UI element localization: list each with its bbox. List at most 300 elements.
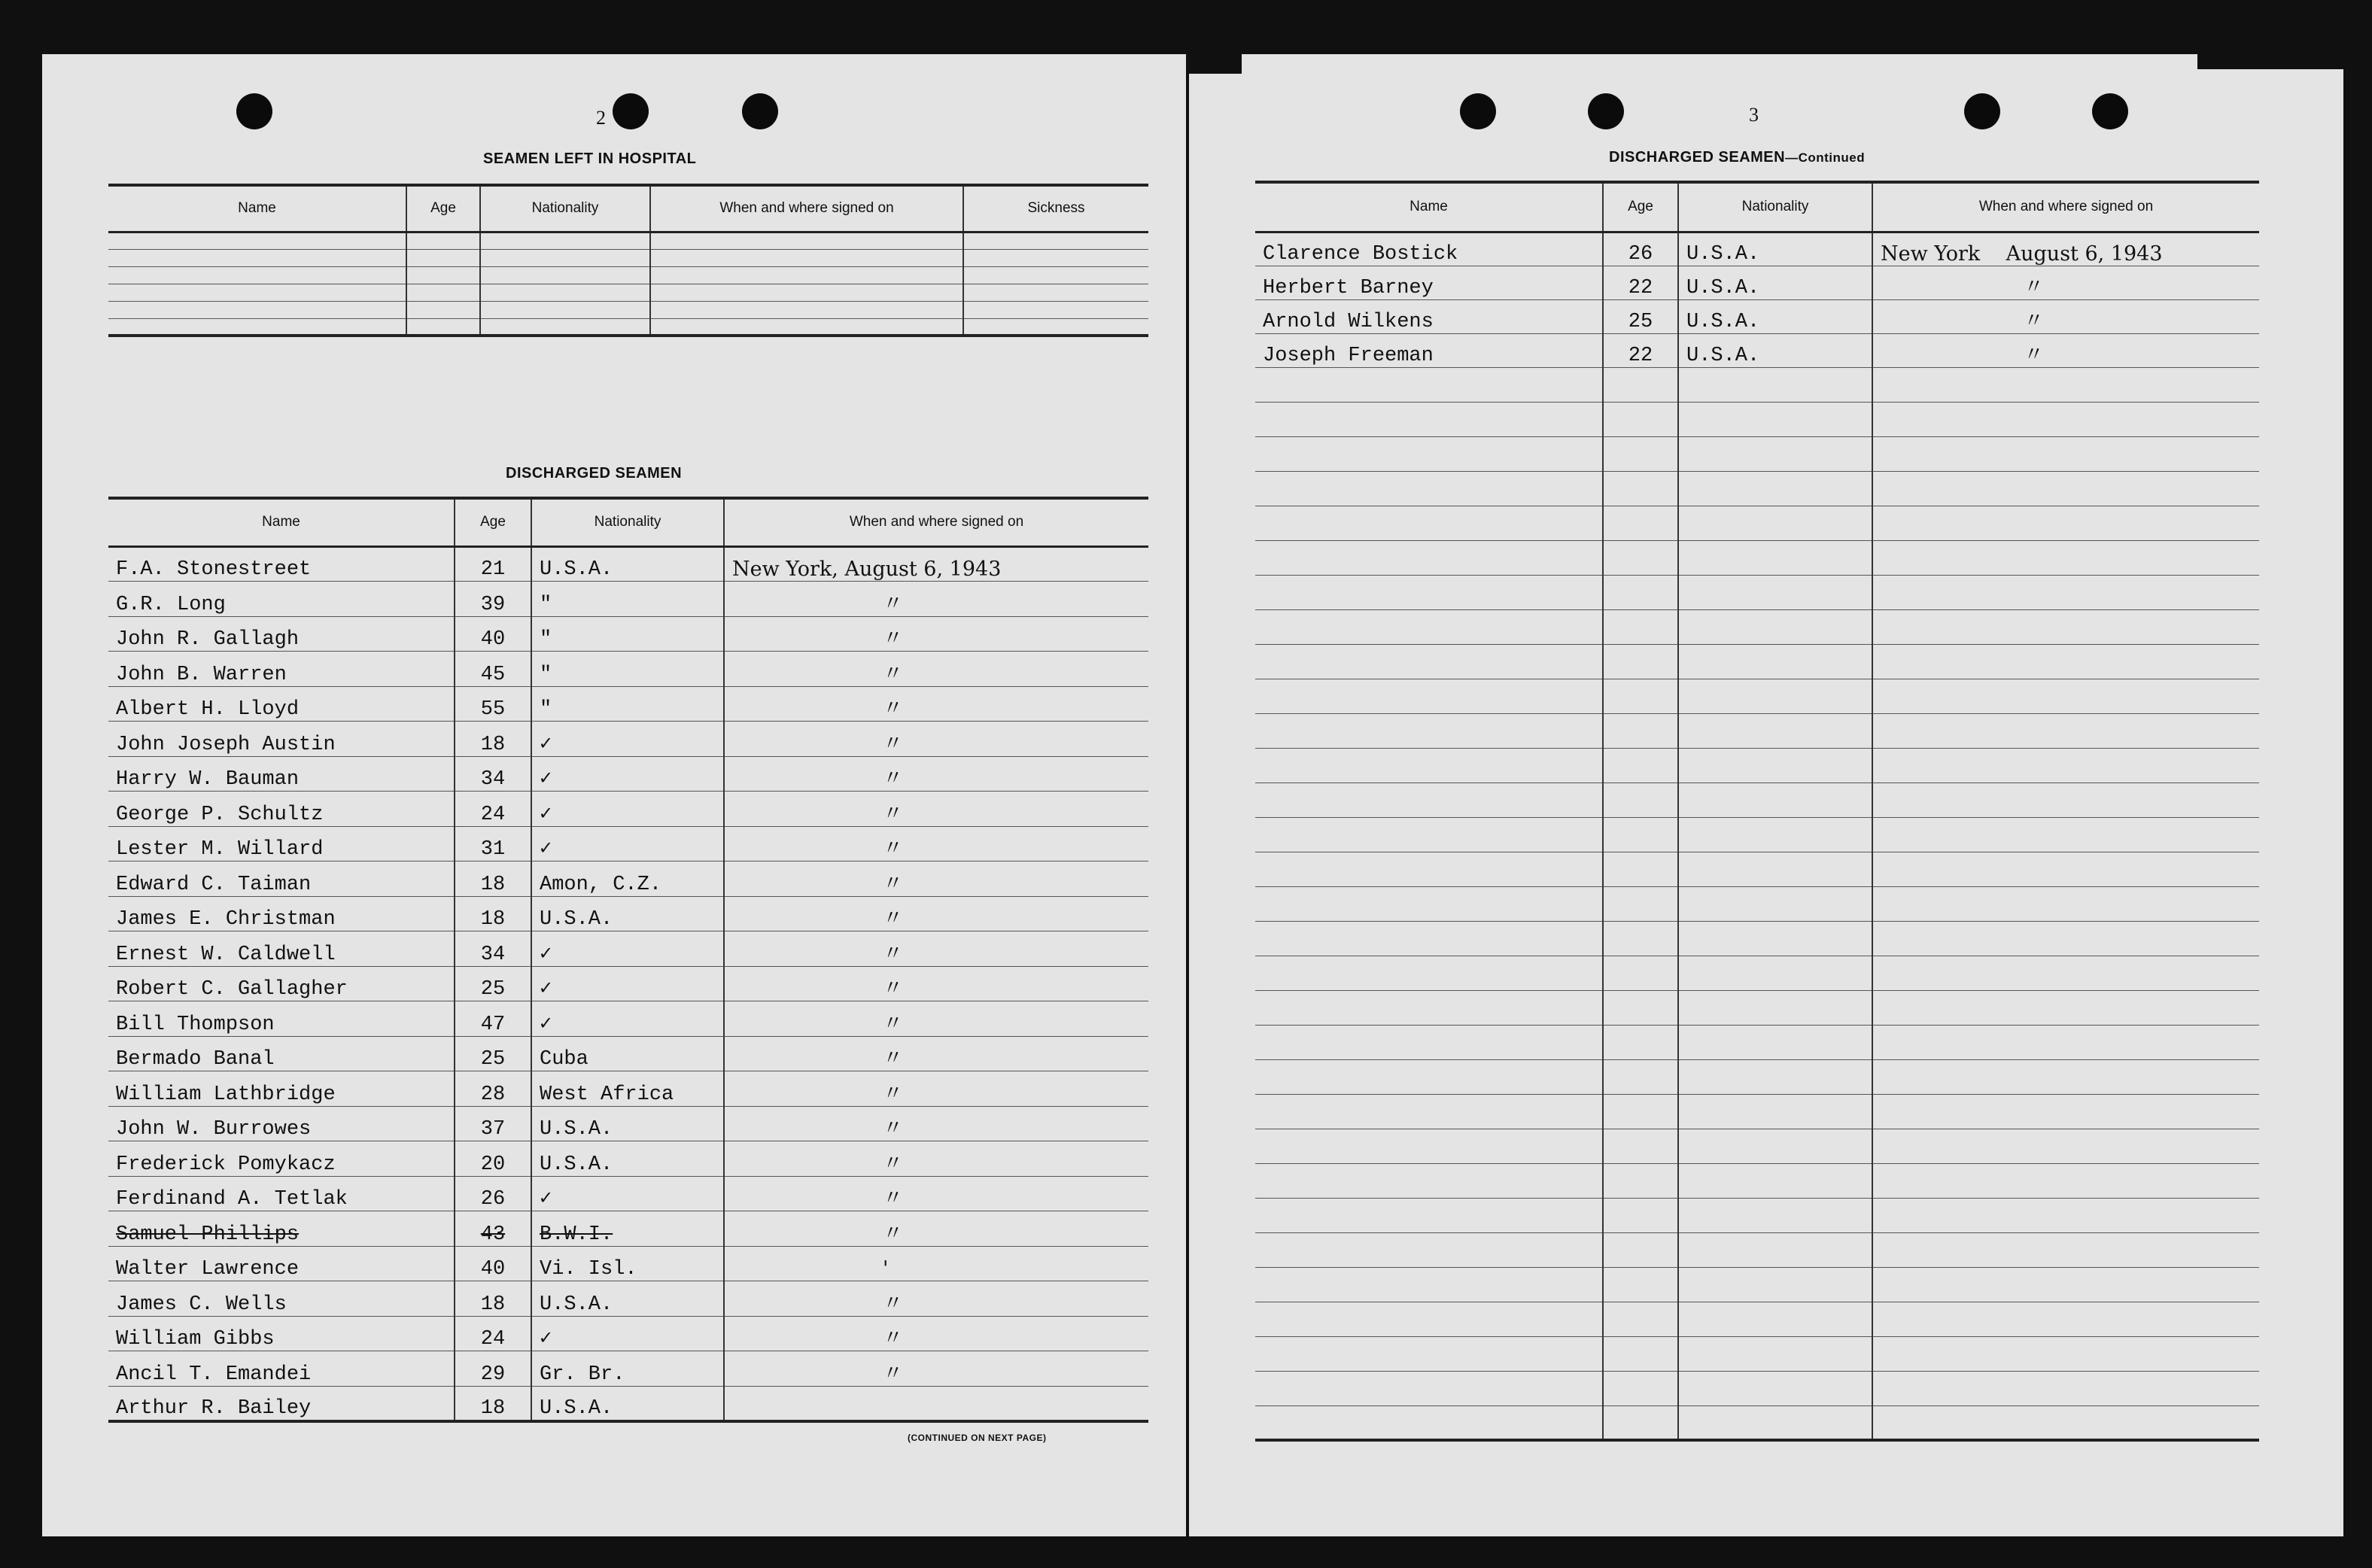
blank-cell xyxy=(1255,679,1603,713)
blank-cell xyxy=(1678,609,1872,644)
table-row xyxy=(108,722,1148,757)
cell-signed-on: ' xyxy=(724,1246,1148,1281)
cell-signed-on: 〃 xyxy=(724,652,1148,687)
cell-age: 25 xyxy=(455,1036,531,1071)
blank-cell xyxy=(1255,644,1603,679)
blank-cell xyxy=(1872,471,2259,506)
cell-nationality: B.W.I. xyxy=(531,1211,724,1247)
cell-age: 34 xyxy=(455,931,531,967)
table-row xyxy=(108,1176,1148,1211)
column-header-nationality: Nationality xyxy=(480,185,650,232)
cell-name: G.R. Long xyxy=(108,582,455,617)
blank-cell xyxy=(1678,1129,1872,1163)
table-row xyxy=(108,1141,1148,1177)
column-header-age: Age xyxy=(406,185,480,232)
cell-nationality: U.S.A. xyxy=(531,1281,724,1317)
cell-signed-on: 〃 xyxy=(724,792,1148,827)
blank-cell xyxy=(1678,506,1872,540)
cell-nationality xyxy=(480,318,650,336)
cell-signed-on xyxy=(724,1386,1148,1421)
binder-hole-icon xyxy=(1964,93,2000,129)
left-page xyxy=(42,54,1186,1536)
cell-signed-on: 〃 xyxy=(724,931,1148,967)
binder-hole-icon xyxy=(2092,93,2128,129)
cell-signed-on: 〃 xyxy=(724,1036,1148,1071)
blank-cell xyxy=(1872,1094,2259,1129)
cell-nationality: U.S.A. xyxy=(531,1386,724,1421)
cell-signed-on xyxy=(650,232,963,249)
blank-cell xyxy=(1255,1025,1603,1059)
blank-row xyxy=(1255,506,2259,540)
blank-cell xyxy=(1872,436,2259,471)
blank-cell xyxy=(1872,1267,2259,1302)
cell-signed-on: 〃 xyxy=(724,896,1148,931)
blank-row xyxy=(1255,713,2259,748)
cell-signed-on: 〃 xyxy=(724,1211,1148,1247)
table-row xyxy=(108,249,1148,266)
blank-cell xyxy=(1678,852,1872,886)
discharged-continued-title xyxy=(1609,149,1865,166)
table-row xyxy=(108,318,1148,336)
binder-hole-icon xyxy=(1588,93,1624,129)
table-row xyxy=(108,1211,1148,1247)
blank-cell xyxy=(1872,1163,2259,1198)
column-header-name: Name xyxy=(1255,182,1603,232)
cell-age xyxy=(406,249,480,266)
table-row xyxy=(108,266,1148,284)
torn-edge xyxy=(1189,54,1242,74)
cell-signed-on: New York, August 6, 1943 xyxy=(724,546,1148,582)
blank-row xyxy=(1255,1198,2259,1232)
cell-age: 24 xyxy=(455,792,531,827)
table-row xyxy=(108,1071,1148,1107)
blank-cell xyxy=(1603,402,1678,436)
blank-cell xyxy=(1872,852,2259,886)
blank-cell xyxy=(1603,990,1678,1025)
cell-name: Lester M. Willard xyxy=(108,826,455,861)
cell-nationality: " xyxy=(531,582,724,617)
cell-nationality: Vi. Isl. xyxy=(531,1246,724,1281)
blank-cell xyxy=(1872,1405,2259,1440)
cell-age: 34 xyxy=(455,756,531,792)
cell-name xyxy=(108,232,406,249)
blank-cell xyxy=(1872,679,2259,713)
blank-cell xyxy=(1255,1094,1603,1129)
blank-row xyxy=(1255,436,2259,471)
blank-cell xyxy=(1678,1025,1872,1059)
column-header-name: Name xyxy=(108,185,406,232)
table-row xyxy=(108,826,1148,861)
cell-age xyxy=(406,318,480,336)
table-row xyxy=(108,1351,1148,1387)
blank-row xyxy=(1255,782,2259,817)
blank-cell xyxy=(1678,402,1872,436)
discharged-table xyxy=(108,497,1148,1423)
blank-cell xyxy=(1872,1129,2259,1163)
title-main: DISCHARGED SEAMEN xyxy=(1609,149,1786,166)
cell-nationality: U.S.A. xyxy=(1678,266,1872,299)
table-row xyxy=(108,931,1148,967)
column-header-signed-on: When and where signed on xyxy=(650,185,963,232)
table-row xyxy=(1255,333,2259,367)
blank-row xyxy=(1255,679,2259,713)
blank-row xyxy=(1255,1163,2259,1198)
blank-cell xyxy=(1603,782,1678,817)
blank-cell xyxy=(1678,748,1872,782)
table-row xyxy=(108,792,1148,827)
cell-name: Herbert Barney xyxy=(1255,266,1603,299)
blank-cell xyxy=(1603,436,1678,471)
cell-name: Arnold Wilkens xyxy=(1255,299,1603,333)
blank-cell xyxy=(1678,471,1872,506)
cell-signed-on: 〃 xyxy=(724,756,1148,792)
blank-cell xyxy=(1872,817,2259,852)
blank-cell xyxy=(1603,1094,1678,1129)
cell-age xyxy=(406,284,480,301)
blank-cell xyxy=(1603,886,1678,921)
cell-name: F.A. Stonestreet xyxy=(108,546,455,582)
cell-nationality xyxy=(480,284,650,301)
cell-nationality: ✓ xyxy=(531,1316,724,1351)
blank-row xyxy=(1255,817,2259,852)
cell-nationality: ✓ xyxy=(531,1001,724,1037)
blank-cell xyxy=(1678,921,1872,956)
blank-cell xyxy=(1872,575,2259,609)
blank-cell xyxy=(1603,817,1678,852)
column-header-age: Age xyxy=(455,498,531,546)
blank-cell xyxy=(1678,1059,1872,1094)
table-row xyxy=(108,1106,1148,1141)
cell-sickness xyxy=(963,232,1148,249)
cell-signed-on: 〃 xyxy=(724,1351,1148,1387)
blank-cell xyxy=(1872,540,2259,575)
cell-nationality: U.S.A. xyxy=(531,1141,724,1177)
cell-nationality: Gr. Br. xyxy=(531,1351,724,1387)
cell-name xyxy=(108,301,406,318)
cell-age: 18 xyxy=(455,722,531,757)
table-row xyxy=(108,1281,1148,1317)
column-header-name: Name xyxy=(108,498,455,546)
table-row xyxy=(1255,299,2259,333)
cell-name xyxy=(108,284,406,301)
blank-cell xyxy=(1603,506,1678,540)
cell-signed-on: 〃 xyxy=(1872,266,2259,299)
blank-cell xyxy=(1872,956,2259,990)
cell-age: 40 xyxy=(455,616,531,652)
blank-cell xyxy=(1678,1302,1872,1336)
table-row xyxy=(108,861,1148,897)
blank-cell xyxy=(1255,1232,1603,1267)
table-row xyxy=(108,284,1148,301)
cell-age: 18 xyxy=(455,861,531,897)
blank-row xyxy=(1255,1129,2259,1163)
cell-name xyxy=(108,318,406,336)
blank-cell xyxy=(1255,402,1603,436)
blank-row xyxy=(1255,471,2259,506)
column-header-signed-on: When and where signed on xyxy=(724,498,1148,546)
blank-row xyxy=(1255,367,2259,402)
blank-cell xyxy=(1603,713,1678,748)
blank-cell xyxy=(1603,1267,1678,1302)
column-header-nationality: Nationality xyxy=(1678,182,1872,232)
hospital-table xyxy=(108,184,1148,337)
blank-row xyxy=(1255,1371,2259,1405)
cell-nationality: ✓ xyxy=(531,756,724,792)
blank-cell xyxy=(1872,1336,2259,1371)
cell-age: 37 xyxy=(455,1106,531,1141)
table-row xyxy=(108,966,1148,1001)
cell-age: 25 xyxy=(455,966,531,1001)
discharged-table-body xyxy=(108,546,1148,1421)
cell-name: John B. Warren xyxy=(108,652,455,687)
cell-signed-on: 〃 xyxy=(724,966,1148,1001)
cell-nationality: " xyxy=(531,616,724,652)
table-row xyxy=(108,582,1148,617)
blank-cell xyxy=(1255,1267,1603,1302)
cell-age xyxy=(406,232,480,249)
blank-cell xyxy=(1872,713,2259,748)
cell-signed-on: 〃 xyxy=(724,826,1148,861)
blank-cell xyxy=(1678,1405,1872,1440)
blank-cell xyxy=(1603,1302,1678,1336)
blank-cell xyxy=(1872,402,2259,436)
blank-cell xyxy=(1255,817,1603,852)
cell-age: 18 xyxy=(455,1281,531,1317)
cell-signed-on xyxy=(650,284,963,301)
blank-cell xyxy=(1603,644,1678,679)
cell-signed-on xyxy=(650,249,963,266)
cell-name: Walter Lawrence xyxy=(108,1246,455,1281)
cell-name: Ancil T. Emandei xyxy=(108,1351,455,1387)
blank-cell xyxy=(1255,1129,1603,1163)
cell-nationality: Amon, C.Z. xyxy=(531,861,724,897)
blank-cell xyxy=(1872,748,2259,782)
blank-row xyxy=(1255,402,2259,436)
table-row xyxy=(108,1246,1148,1281)
blank-row xyxy=(1255,1025,2259,1059)
cell-age xyxy=(406,266,480,284)
blank-row xyxy=(1255,1232,2259,1267)
blank-cell xyxy=(1255,1405,1603,1440)
cell-nationality: ✓ xyxy=(531,826,724,861)
table-row xyxy=(108,756,1148,792)
cell-age: 29 xyxy=(455,1351,531,1387)
blank-cell xyxy=(1255,436,1603,471)
blank-cell xyxy=(1678,1232,1872,1267)
table-row xyxy=(108,1001,1148,1037)
cell-name: John Joseph Austin xyxy=(108,722,455,757)
binder-hole-icon xyxy=(1460,93,1496,129)
cell-sickness xyxy=(963,249,1148,266)
cell-name: Bill Thompson xyxy=(108,1001,455,1037)
cell-signed-on: 〃 xyxy=(724,1316,1148,1351)
cell-name: Ferdinand A. Tetlak xyxy=(108,1176,455,1211)
cell-age: 26 xyxy=(1603,232,1678,266)
cell-age: 21 xyxy=(455,546,531,582)
column-header-sickness: Sickness xyxy=(963,185,1148,232)
cell-nationality: U.S.A. xyxy=(531,1106,724,1141)
blank-cell xyxy=(1255,852,1603,886)
blank-cell xyxy=(1255,1198,1603,1232)
cell-sickness xyxy=(963,266,1148,284)
cell-signed-on: 〃 xyxy=(724,1141,1148,1177)
cell-signed-on xyxy=(650,318,963,336)
blank-cell xyxy=(1603,1163,1678,1198)
blank-cell xyxy=(1678,1198,1872,1232)
cell-age: 39 xyxy=(455,582,531,617)
cell-signed-on: 〃 xyxy=(724,686,1148,722)
blank-row xyxy=(1255,644,2259,679)
blank-cell xyxy=(1872,1371,2259,1405)
table-row xyxy=(108,1036,1148,1071)
cell-name: Edward C. Taiman xyxy=(108,861,455,897)
blank-cell xyxy=(1678,1371,1872,1405)
binder-hole-icon xyxy=(742,93,778,129)
blank-cell xyxy=(1678,436,1872,471)
blank-cell xyxy=(1603,471,1678,506)
cell-nationality: West Africa xyxy=(531,1071,724,1107)
blank-cell xyxy=(1255,921,1603,956)
cell-signed-on: 〃 xyxy=(724,1281,1148,1317)
cell-age: 24 xyxy=(455,1316,531,1351)
cell-name: Joseph Freeman xyxy=(1255,333,1603,367)
binder-hole-icon xyxy=(613,93,649,129)
cell-nationality: U.S.A. xyxy=(1678,232,1872,266)
blank-row xyxy=(1255,1094,2259,1129)
cell-signed-on: 〃 xyxy=(724,1176,1148,1211)
blank-cell xyxy=(1255,609,1603,644)
cell-signed-on: 〃 xyxy=(724,1001,1148,1037)
cell-age: 40 xyxy=(455,1246,531,1281)
blank-cell xyxy=(1255,990,1603,1025)
cell-name: Ernest W. Caldwell xyxy=(108,931,455,967)
cell-nationality: U.S.A. xyxy=(1678,333,1872,367)
cell-nationality: " xyxy=(531,686,724,722)
binder-hole-icon xyxy=(236,93,272,129)
blank-cell xyxy=(1678,990,1872,1025)
cell-nationality: ✓ xyxy=(531,1176,724,1211)
cell-signed-on: 〃 xyxy=(1872,299,2259,333)
cell-nationality xyxy=(480,266,650,284)
cell-signed-on: New York August 6, 1943 xyxy=(1872,232,2259,266)
blank-cell xyxy=(1255,1336,1603,1371)
discharged-continued-table xyxy=(1255,181,2259,1442)
table-row xyxy=(108,686,1148,722)
blank-cell xyxy=(1603,1336,1678,1371)
blank-cell xyxy=(1255,748,1603,782)
cell-name: Arthur R. Bailey xyxy=(108,1386,455,1421)
blank-cell xyxy=(1255,506,1603,540)
blank-cell xyxy=(1678,1336,1872,1371)
table-row xyxy=(1255,232,2259,266)
cell-name: Albert H. Lloyd xyxy=(108,686,455,722)
cell-name: Frederick Pomykacz xyxy=(108,1141,455,1177)
torn-edge xyxy=(2197,54,2343,69)
cell-nationality: ✓ xyxy=(531,722,724,757)
blank-cell xyxy=(1255,956,1603,990)
table-row xyxy=(1255,266,2259,299)
blank-cell xyxy=(1603,852,1678,886)
blank-cell xyxy=(1255,1163,1603,1198)
blank-cell xyxy=(1872,644,2259,679)
table-row xyxy=(108,1386,1148,1421)
cell-age: 22 xyxy=(1603,333,1678,367)
blank-row xyxy=(1255,1336,2259,1371)
blank-cell xyxy=(1872,1302,2259,1336)
table-row xyxy=(108,896,1148,931)
blank-cell xyxy=(1255,575,1603,609)
blank-cell xyxy=(1603,921,1678,956)
column-header-nationality: Nationality xyxy=(531,498,724,546)
blank-cell xyxy=(1603,540,1678,575)
cell-name: Robert C. Gallagher xyxy=(108,966,455,1001)
cell-signed-on: 〃 xyxy=(724,861,1148,897)
blank-cell xyxy=(1678,679,1872,713)
blank-cell xyxy=(1255,471,1603,506)
discharged-continued-body xyxy=(1255,232,2259,1440)
cell-age: 45 xyxy=(455,652,531,687)
blank-cell xyxy=(1872,886,2259,921)
cell-sickness xyxy=(963,284,1148,301)
blank-row xyxy=(1255,1267,2259,1302)
cell-name: William Gibbs xyxy=(108,1316,455,1351)
blank-cell xyxy=(1255,1302,1603,1336)
cell-name: George P. Schultz xyxy=(108,792,455,827)
discharged-section-title: DISCHARGED SEAMEN xyxy=(506,465,683,482)
cell-nationality: ✓ xyxy=(531,931,724,967)
table-row xyxy=(108,546,1148,582)
cell-nationality xyxy=(480,301,650,318)
blank-cell xyxy=(1255,540,1603,575)
blank-row xyxy=(1255,921,2259,956)
blank-cell xyxy=(1255,713,1603,748)
blank-cell xyxy=(1603,956,1678,990)
cell-sickness xyxy=(963,301,1148,318)
cell-name: James C. Wells xyxy=(108,1281,455,1317)
cell-name: William Lathbridge xyxy=(108,1071,455,1107)
blank-row xyxy=(1255,852,2259,886)
blank-cell xyxy=(1872,1232,2259,1267)
column-header-signed-on: When and where signed on xyxy=(1872,182,2259,232)
cell-nationality: U.S.A. xyxy=(531,546,724,582)
blank-cell xyxy=(1603,609,1678,644)
blank-row xyxy=(1255,1405,2259,1440)
blank-cell xyxy=(1678,886,1872,921)
cell-nationality: U.S.A. xyxy=(1678,299,1872,333)
blank-row xyxy=(1255,1302,2259,1336)
cell-age: 18 xyxy=(455,896,531,931)
blank-row xyxy=(1255,575,2259,609)
blank-cell xyxy=(1603,575,1678,609)
cell-name: John R. Gallagh xyxy=(108,616,455,652)
cell-age: 26 xyxy=(455,1176,531,1211)
table-row xyxy=(108,301,1148,318)
blank-cell xyxy=(1872,1025,2259,1059)
blank-cell xyxy=(1678,644,1872,679)
blank-row xyxy=(1255,990,2259,1025)
blank-cell xyxy=(1603,1198,1678,1232)
cell-name: Harry W. Bauman xyxy=(108,756,455,792)
cell-nationality: Cuba xyxy=(531,1036,724,1071)
blank-cell xyxy=(1678,782,1872,817)
cell-nationality: ✓ xyxy=(531,792,724,827)
page-number: 2 xyxy=(596,107,606,129)
blank-cell xyxy=(1255,886,1603,921)
cell-age: 18 xyxy=(455,1386,531,1421)
blank-cell xyxy=(1678,817,1872,852)
blank-cell xyxy=(1872,921,2259,956)
cell-signed-on: 〃 xyxy=(1872,333,2259,367)
